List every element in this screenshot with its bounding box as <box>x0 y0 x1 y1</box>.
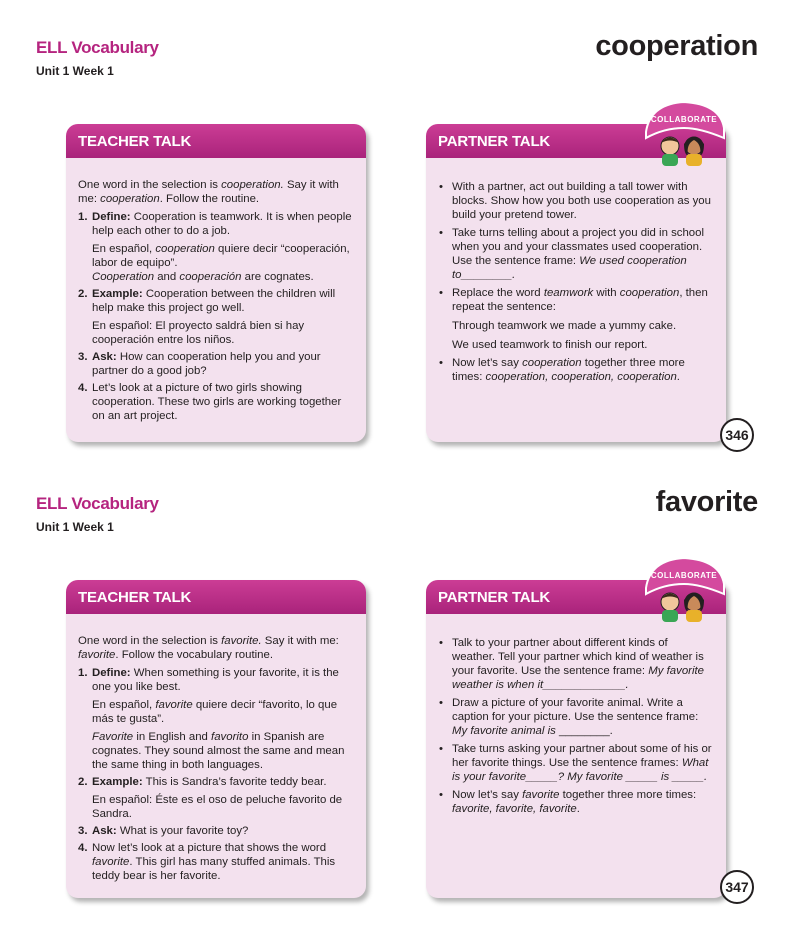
routine-step-define: 1. Define: When something is your favorite, it is the one you like best. <box>78 667 339 693</box>
example-sentence: We used teamwork to finish our report. <box>452 339 648 351</box>
teacher-talk-body <box>66 614 366 883</box>
unit-week-label: Unit 1 Week 1 <box>36 64 114 78</box>
list-item: • Talk to your partner about different kinds of weather. Tell your partner which kind of weather is your favorite. Use the sentence frame: My favorite weather is when it_____________. <box>439 637 704 691</box>
spanish-note: En español, favorite quiere decir “favorito, lo que más te gusta”. <box>92 699 338 725</box>
teacher-talk-body <box>66 158 366 423</box>
partner-talk-card <box>426 580 726 898</box>
page-number-badge: 346 <box>720 418 754 452</box>
cognate-note: Cooperation and cooperación are cognates. <box>92 271 314 283</box>
list-item: • Draw a picture of your favorite animal. Write a caption for your picture. Use the sentence frame: My favorite animal is ________. <box>439 697 699 737</box>
teacher-talk-card <box>66 580 366 898</box>
ell-vocabulary-title: ELL Vocabulary <box>36 38 159 57</box>
collaborate-badge-icon <box>640 98 728 168</box>
spanish-example: En español: Éste es el oso de peluche favorito de Sandra. <box>92 794 343 820</box>
routine-step-picture: 4. Let’s look at a picture of two girls showing cooperation. These two girls are working together on an art project. <box>78 382 342 422</box>
teacher-talk-header: TEACHER TALK <box>66 580 366 614</box>
routine-step-ask: 3. Ask: What is your favorite toy? <box>78 825 249 837</box>
page-number-badge: 347 <box>720 870 754 904</box>
list-item: • Take turns telling about a project you did in school when you and your classmates used cooperation. Use the sentence frame: We used cooperation to________. <box>439 227 705 281</box>
partner-talk-body <box>426 614 726 816</box>
partner-talk-header: PARTNER TALK <box>426 580 726 614</box>
partner-talk-header: PARTNER TALK <box>426 124 726 158</box>
example-sentence: Through teamwork we made a yummy cake. <box>452 320 677 332</box>
collaborate-badge-label: COLLABORATE <box>650 115 718 124</box>
list-item: • With a partner, act out building a tall tower with blocks. Show how you both use cooperation as you build your pretend tower. <box>439 181 711 221</box>
partner-talk-body <box>426 158 726 384</box>
list-item: • Take turns asking your partner about some of his or her favorite things. Use the sentence frames: What is your favorite_____? My favorite _____ is _____. <box>439 743 712 783</box>
vocabulary-word: cooperation <box>595 30 758 62</box>
vocab-section-favorite <box>0 456 792 924</box>
routine-step-ask: 3. Ask: How can cooperation help you and your partner do a good job? <box>78 351 321 377</box>
list-item: • Now let’s say cooperation together three more times: cooperation, cooperation, cooperation. <box>439 357 685 383</box>
routine-step-picture: 4. Now let’s look at a picture that shows the word favorite. This girl has many stuffed animals. This teddy bear is her favorite. <box>78 842 336 882</box>
list-item: • Replace the word teamwork with cooperation, then repeat the sentence: <box>439 287 708 313</box>
routine-step-example: 2. Example: This is Sandra’s favorite teddy bear. <box>78 776 327 788</box>
routine-step-define: 1. Define: Cooperation is teamwork. It is when people help each other to do a job. <box>78 211 352 237</box>
ell-vocabulary-title: ELL Vocabulary <box>36 494 159 513</box>
collaborate-badge-icon <box>640 554 728 624</box>
spanish-note: En español, cooperation quiere decir “cooperación, labor de equipo”. <box>92 243 350 269</box>
list-item: • Now let’s say favorite together three more times: favorite, favorite, favorite. <box>439 789 697 815</box>
teacher-talk-card <box>66 124 366 442</box>
intro-text: One word in the selection is cooperation. Say it with me: cooperation. Follow the routine. <box>78 179 339 205</box>
routine-step-example: 2. Example: Cooperation between the children will help make this project go well. <box>78 288 336 314</box>
intro-text: One word in the selection is favorite. Say it with me: favorite. Follow the vocabulary routine. <box>78 635 339 661</box>
cognate-note: Favorite in English and favorito in Spanish are cognates. They sound almost the same and mean the same thing in both languages. <box>92 731 345 771</box>
vocabulary-word: favorite <box>655 486 758 518</box>
collaborate-badge-label: COLLABORATE <box>650 571 718 580</box>
unit-week-label: Unit 1 Week 1 <box>36 520 114 534</box>
teacher-talk-header: TEACHER TALK <box>66 124 366 158</box>
partner-talk-card <box>426 124 726 442</box>
spanish-example: En español: El proyecto saldrá bien si hay cooperación entre los niños. <box>92 320 305 346</box>
